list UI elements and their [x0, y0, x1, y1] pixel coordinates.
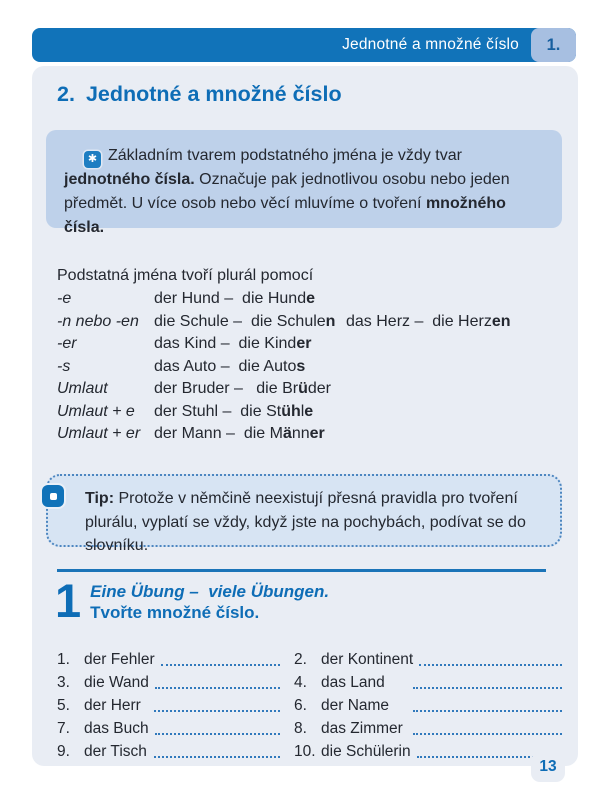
- exercise-item: 5. der Herr: [57, 693, 294, 716]
- exercise-item-list: [57, 647, 562, 762]
- exercise-number: 1: [55, 574, 81, 627]
- plural-row: -er das Kind – die Kinder: [57, 335, 312, 352]
- exercise-title-german: Eine Übung – viele Übungen.: [90, 582, 330, 601]
- tip-text: Protože v němčině neexistují přesná pravidla pro tvoření plurálu, vyplatí se vždy, když jste na pochybách, podívat se do slovníku.: [85, 490, 526, 554]
- section-divider: [57, 569, 546, 572]
- page-number-badge: 13: [531, 752, 565, 782]
- chapter-header-title: Jednotné a množné číslo: [342, 36, 519, 53]
- answer-blank[interactable]: [413, 710, 562, 712]
- plural-row: -s das Auto – die Autos: [57, 357, 306, 375]
- answer-blank[interactable]: [155, 687, 280, 689]
- answer-blank[interactable]: [419, 664, 562, 666]
- square-dot-icon: [42, 485, 64, 507]
- plural-row: -n nebo -en die Schule – die Schulen das Herz – die Herzen: [57, 312, 511, 330]
- exercise-item: 6. der Name: [294, 693, 562, 716]
- plural-rules-table: [57, 264, 562, 446]
- plural-row: Umlaut der Bruder – die Brüder: [57, 380, 331, 397]
- exercise-item: 7. das Buch: [57, 716, 294, 739]
- exercise-heading: [55, 574, 330, 627]
- page-title-text: Jednotné a množné číslo: [85, 82, 342, 106]
- plural-intro: Podstatná jména tvoří plurál pomocí: [57, 267, 314, 284]
- answer-blank[interactable]: [413, 733, 562, 735]
- exercise-item: 9. der Tisch: [57, 739, 294, 762]
- content-panel: [32, 66, 578, 766]
- tip-box: [46, 474, 562, 554]
- answer-blank[interactable]: [161, 664, 280, 666]
- info-box: [46, 130, 562, 236]
- exercise-item: 3. die Wand: [57, 670, 294, 693]
- exercise-item: 4. das Land: [294, 670, 562, 693]
- info-text: ✱ Základním tvarem podstatného jména je vždy tvar jednotného čísla. Označuje pak jednotlivou osobu nebo jeden předmět. U více osob nebo věcí mluvíme o tvoření množného čísla.: [64, 147, 510, 236]
- tip-label: Tip:: [85, 490, 115, 507]
- exercise-item: 8. das Zimmer: [294, 716, 562, 739]
- exercise-item: 10. die Schülerin: [294, 739, 562, 762]
- exercise-item: 1. der Fehler: [57, 647, 294, 670]
- asterisk-icon: ✱: [84, 151, 101, 168]
- answer-blank[interactable]: [154, 756, 280, 758]
- answer-blank[interactable]: [413, 687, 562, 689]
- chapter-number-badge: 1.: [531, 28, 576, 62]
- plural-row: Umlaut + e der Stuhl – die Stühle: [57, 402, 314, 420]
- page-title-number: 2.: [57, 82, 75, 106]
- exercise-item: 2. der Kontinent: [294, 647, 562, 670]
- plural-row: Umlaut + er der Mann – die Männer: [57, 425, 325, 442]
- exercise-instruction: Tvořte množné číslo.: [90, 603, 260, 622]
- plural-row: -e der Hund – die Hunde: [57, 290, 316, 307]
- answer-blank[interactable]: [155, 733, 280, 735]
- chapter-header-bar: [32, 28, 576, 62]
- page-title: [57, 82, 342, 107]
- answer-blank[interactable]: [154, 710, 280, 712]
